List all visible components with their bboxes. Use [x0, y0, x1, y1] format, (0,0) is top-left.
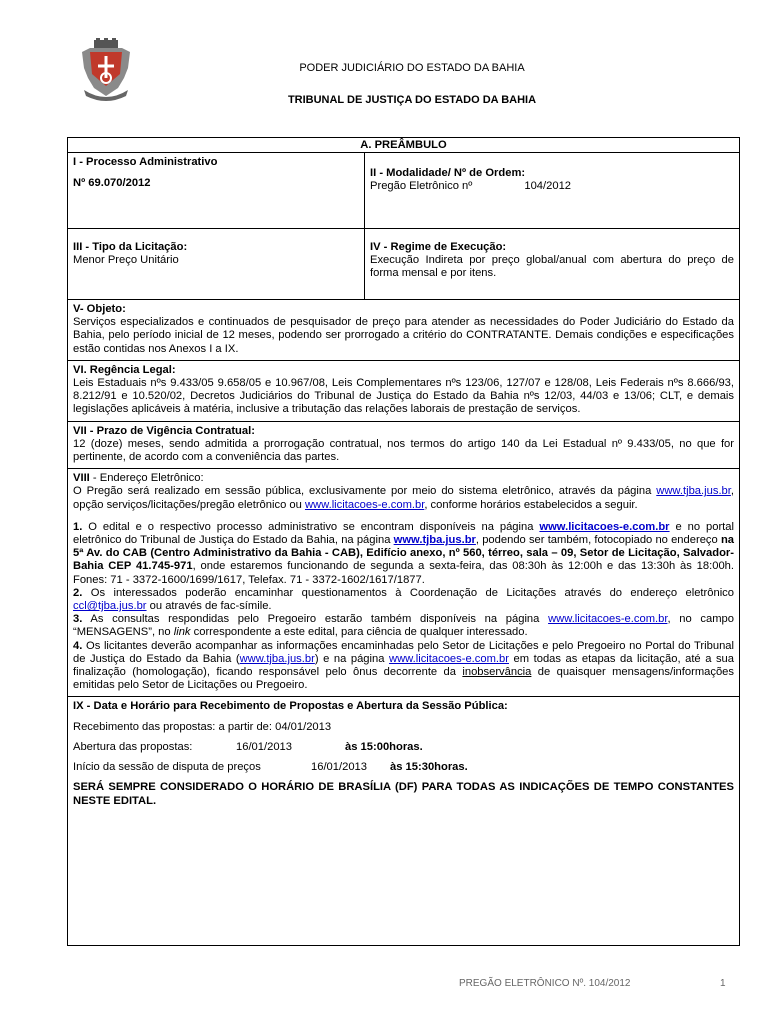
endereco-label: [73, 472, 734, 485]
process-number: Nº 69.070/2012: [73, 177, 151, 190]
item-4-text-b: ) e na página: [314, 652, 389, 665]
court-header: PODER JUDICIÁRIO DO ESTADO DA BAHIA: [299, 62, 525, 74]
item-1: [73, 521, 734, 587]
item-2: [73, 587, 734, 613]
item-4: [73, 640, 734, 693]
type-cell: [68, 229, 365, 299]
process-cell: [68, 153, 365, 228]
tjba-link[interactable]: www.tjba.jus.br: [656, 485, 731, 498]
modality-cell: [365, 153, 739, 228]
sessao-time: às 15:30horas.: [390, 761, 468, 774]
endereco-intro: [73, 485, 734, 511]
preambulo-title: A. PREÂMBULO: [68, 138, 739, 153]
item-1-text-e: , onde estaremos funcionando de segunda a sexta-feira, das 08:30h às 12:00h e das 13:30h às 18:00h. Fones: 71 - 3372-1600/1699/1617, Telefax. 71 - 3372-1602/1617/1877.: [73, 560, 734, 586]
modality-value: [370, 180, 734, 193]
process-label: I - Processo Administrativo: [73, 156, 218, 168]
type-label: III - Tipo da Licitação:: [73, 241, 188, 253]
intro-text-b: , opção serviços/licitações/pregão eletrônico ou: [73, 485, 734, 511]
modality-prefix: Pregão Eletrônico nº: [370, 180, 473, 193]
licitacoes-link-4[interactable]: www.licitacoes-e.com.br: [389, 652, 509, 665]
item-1-text-b: e no portal eletrônico do Tribunal de Justiça do Estado da Bahia, na página: [73, 520, 734, 547]
abertura-label: Abertura das propostas:: [73, 740, 193, 753]
item-2-number: 2.: [73, 586, 83, 599]
item-1-address: na 5ª Av. do CAB (Centro Administrativo da Bahia - CAB), Edifício anexo, nº 560, térreo, sala – 09, Setor de Licitação, Salvador- Bahia CEP 41.745-971: [73, 534, 734, 573]
brasilia-notice: SERÁ SEMPRE CONSIDERADO O HORÁRIO DE BRASÍLIA (DF) PARA TODAS AS INDICAÇÕES DE TEMPO CONSTANTES NESTE EDITAL.: [73, 781, 734, 807]
item-3-text-b: , no campo “MENSAGENS”, no: [73, 613, 734, 639]
licitacoes-link-bold[interactable]: www.licitacoes-e.com.br: [539, 520, 670, 533]
endereco-label-num: VIII: [73, 472, 90, 485]
licitacoes-link-3[interactable]: www.licitacoes-e.com.br: [548, 613, 668, 626]
section-objeto: [68, 300, 739, 361]
item-4-number: 4.: [73, 639, 83, 652]
row-type-regime: [68, 229, 739, 300]
item-3-link-word: link: [173, 626, 191, 639]
section-prazo: [68, 422, 739, 470]
modality-number: 104/2012: [524, 180, 572, 193]
sessao-line: [73, 761, 734, 774]
row-process-modality: [68, 153, 739, 229]
item-4-text-a: Os licitantes deverão acompanhar as informações encaminhadas pelo Setor de Licitações e pelo Pregoeiro no Portal do Tribunal de Justiça do Estado da Bahia (: [73, 639, 734, 665]
item-1-text-c: , podendo ser também, fotocopiado no endereço: [475, 534, 721, 547]
prazo-label: VII - Prazo de Vigência Contratual:: [73, 424, 255, 437]
intro-text-c: , conforme horários estabelecidos a seguir.: [424, 498, 638, 511]
licitacoes-link[interactable]: www.licitacoes-e.com.br: [304, 498, 425, 511]
item-3-text-c: correspondente a este edital, para ciência de qualquer interessado.: [190, 626, 528, 639]
tjba-link-bold[interactable]: www.tjba.jus.br: [393, 534, 476, 547]
regencia-label: VI. Regência Legal:: [73, 363, 176, 376]
intro-text-a: O Pregão será realizado em sessão pública, exclusivamente por meio do sistema eletrônico, através da página: [73, 485, 657, 498]
regime-label: IV - Regime de Execução:: [370, 241, 507, 253]
item-4-text-d: de quaisquer mensagens/informações emitidas pelo Setor de Licitações ou Pregoeiro.: [73, 666, 734, 692]
ccl-email-link[interactable]: ccl@tjba.jus.br: [73, 600, 147, 613]
abertura-time: às 15:00horas.: [345, 740, 423, 753]
court-subheader: TRIBUNAL DE JUSTIÇA DO ESTADO DA BAHIA: [287, 94, 537, 106]
sessao-date: 16/01/2013: [311, 761, 367, 774]
modality-label: II - Modalidade/ Nº de Ordem:: [370, 167, 526, 179]
endereco-label-text: - Endereço Eletrônico:: [89, 472, 204, 485]
section-datas: [68, 697, 739, 811]
page-number: 1: [720, 978, 726, 989]
item-3-text-a: As consultas respondidas pelo Pregoeiro estarão também disponíveis na página: [82, 613, 549, 626]
item-1-text-a: O edital e o respectivo processo administrativo se encontram disponíveis na página: [82, 520, 540, 533]
datas-label: IX - Data e Horário para Recebimento de Propostas e Abertura da Sessão Pública:: [73, 700, 508, 713]
regime-cell: [365, 229, 739, 299]
section-endereco: [68, 469, 739, 697]
item-1-number: 1.: [73, 520, 83, 533]
abertura-date: 16/01/2013: [236, 740, 292, 753]
objeto-label: V- Objeto:: [73, 303, 126, 315]
item-2-text-b: ou através de fac-símile.: [146, 600, 272, 613]
regime-value: Execução Indireta por preço global/anual com abertura do preço de forma mensal e por itens.: [370, 254, 734, 280]
item-4-text-c: em todas as etapas da licitação, até a sua finalização (homologação), ficando responsável pelo ônus decorrente da: [73, 652, 734, 679]
recebimento-line: Recebimento das propostas: a partir de: 04/01/2013: [73, 720, 332, 733]
regencia-text: Leis Estaduais nºs 9.433/05 9.658/05 e 10.967/08, Leis Complementares nºs 123/06, 127/07 e 128/08, Leis Federais nºs 8.666/93, 8.212/91 e 10.520/02, Decretos Judiciários do Tribunal de Justiça do Estado da Bahia nºs 12/03, 44/03 e 13/06; CLT, e demais legislações aplicáveis à matéria, inclusive a tributação das relações laborais de prestação de serviços.: [73, 377, 734, 416]
sessao-label: Início da sessão de disputa de preços: [73, 761, 261, 774]
item-4-underlined: inobservância: [462, 666, 532, 679]
objeto-text: Serviços especializados e continuados de pesquisador de preço para atender as necessidades do Poder Judiciário do Estado da Bahia, pelo período inicial de 12 meses, podendo ser prorrogado a critério do CONTRATANTE. Demais condições e especificações estão contidas nos Anexos I a IX.: [73, 316, 734, 355]
item-3: [73, 613, 734, 639]
preambulo-table: [67, 137, 740, 946]
tjba-link-4[interactable]: www.tjba.jus.br: [239, 652, 315, 665]
prazo-text: 12 (doze) meses, sendo admitida a prorrogação contratual, nos termos do artigo 140 da Lei Estadual nº 9.433/05, no que for pertinente, de acordo com a conveniência das partes.: [73, 437, 734, 464]
type-value: Menor Preço Unitário: [73, 254, 179, 267]
section-regencia: [68, 361, 739, 422]
item-2-text-a: Os interessados poderão encaminhar questionamentos à Coordenação de Licitações através do endereço eletrônico: [82, 586, 734, 599]
abertura-line: [73, 741, 734, 754]
footer-edital: PREGÃO ELETRÔNICO Nº. 104/2012: [459, 978, 631, 989]
item-3-number: 3.: [73, 613, 83, 626]
